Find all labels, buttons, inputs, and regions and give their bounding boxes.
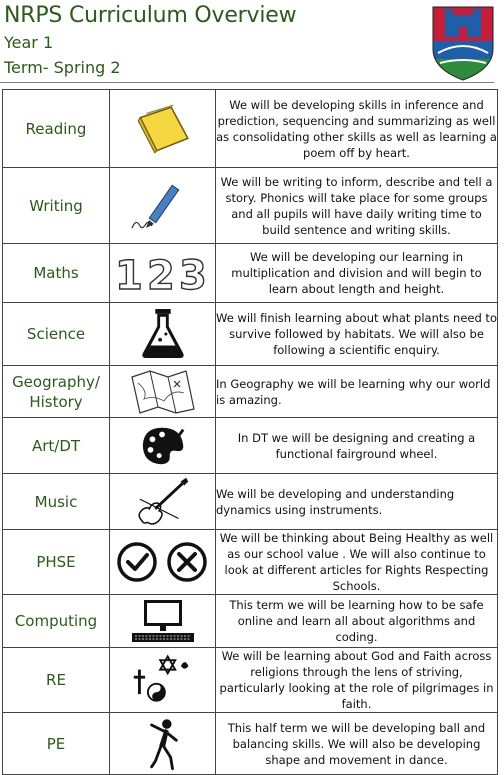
table-row <box>3 713 498 775</box>
icon-cell <box>110 713 216 775</box>
term-label: Term- Spring 2 <box>4 58 121 77</box>
description-cell: This half term we will be developing ball and balancing skills. We will also be developing shape and movement in dance. <box>216 713 498 775</box>
religious-symbols-icon <box>130 654 196 706</box>
table-row <box>3 244 498 303</box>
table-row <box>3 303 498 366</box>
flask-icon <box>139 307 187 361</box>
table-row <box>3 418 498 474</box>
subject-cell: Computing <box>3 595 110 648</box>
pencil-icon <box>128 178 198 234</box>
table-row <box>3 474 498 530</box>
table-row <box>3 595 498 648</box>
subject-cell: Music <box>3 474 110 530</box>
icon-cell <box>110 530 216 595</box>
icon-cell <box>110 648 216 713</box>
description-cell: We will be learning about God and Faith across religions through the lens of striving, particularly looking at the role of pilgrimages in faith. <box>216 648 498 713</box>
svg-text:3: 3 <box>178 253 207 295</box>
icon-cell <box>110 595 216 648</box>
table-row <box>3 530 498 595</box>
description-cell: We will be developing and understanding dynamics using instruments. <box>216 474 498 530</box>
description-cell: This term we will be learning how to be safe online and learn all about algorithms and coding. <box>216 595 498 648</box>
palette-icon <box>139 423 187 469</box>
subject-cell: Reading <box>3 90 110 168</box>
computer-icon <box>128 598 198 644</box>
map-icon <box>128 369 198 415</box>
table-row <box>3 90 498 168</box>
subject-cell: Maths <box>3 244 110 303</box>
icon-cell <box>110 168 216 244</box>
numbers-123-icon <box>113 251 213 295</box>
table-row <box>3 168 498 244</box>
icon-cell <box>110 474 216 530</box>
description-cell: We will be developing our learning in multiplication and division and will begin to learn about length and height. <box>216 244 498 303</box>
description-cell: We will be developing skills in inference and prediction, sequencing and summarizing as well as consolidating other skills as well as learning a poem off by heart. <box>216 90 498 168</box>
violin-icon <box>132 475 194 529</box>
curriculum-table <box>2 89 498 775</box>
description-cell: In Geography we will be learning why our world is amazing. <box>216 366 498 418</box>
subject-cell: PE <box>3 713 110 775</box>
year-label: Year 1 <box>4 33 54 52</box>
icon-cell <box>110 418 216 474</box>
tick-cross-icon <box>115 540 211 584</box>
table-row <box>3 366 498 418</box>
icon-cell <box>110 244 216 303</box>
subject-cell: Writing <box>3 168 110 244</box>
school-crest-logo <box>430 5 496 81</box>
header-divider <box>0 82 494 83</box>
subject-cell: Art/DT <box>3 418 110 474</box>
subject-cell: PHSE <box>3 530 110 595</box>
book-icon <box>132 103 194 155</box>
dancer-icon <box>144 717 182 771</box>
table-row <box>3 648 498 713</box>
icon-cell <box>110 366 216 418</box>
icon-cell <box>110 303 216 366</box>
description-cell: We will be writing to inform, describe and tell a story. Phonics will take place for some groups and all pupils will have daily writing time to build sentence and writing skills. <box>216 168 498 244</box>
subject-cell: RE <box>3 648 110 713</box>
subject-cell: Science <box>3 303 110 366</box>
svg-text:2: 2 <box>146 253 175 295</box>
description-cell: In DT we will be designing and creating a functional fairground wheel. <box>216 418 498 474</box>
page-title: NRPS Curriculum Overview <box>4 3 297 28</box>
description-cell: We will finish learning about what plants need to survive followed by habitats. We will also be following a scientific enquiry. <box>216 303 498 366</box>
subject-cell: Geography/ History <box>3 366 110 418</box>
icon-cell <box>110 90 216 168</box>
svg-text:1: 1 <box>114 253 143 295</box>
description-cell: We will be thinking about Being Healthy as well as our school value . We will also continue to look at different articles for Rights Respecting Schools. <box>216 530 498 595</box>
